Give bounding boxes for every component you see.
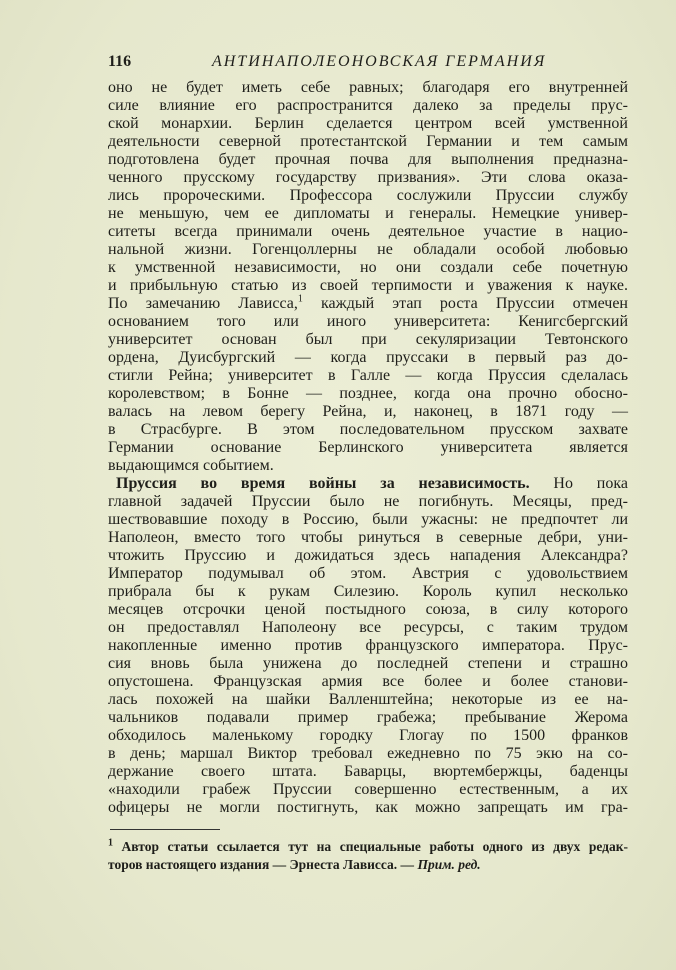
text-span: к умственной независимости, но они создали себе почетную — [108, 259, 628, 276]
text-line — [108, 259, 628, 277]
text-span: держание своего штата. Баварцы, вюртембержцы, баденцы — [108, 763, 628, 780]
text-span: и прибыльную статью из своей терпимости и уважения к науке. — [108, 277, 628, 294]
footnote-attribution: Прим. ред. — [417, 857, 481, 872]
section-heading: Пруссия во время войны за независимость. — [116, 475, 530, 492]
text-span: деятельности северной протестантской Германии и тем самым — [108, 133, 628, 150]
footnote-reference: 1 — [297, 293, 303, 305]
text-span: в Страсбурге. В этом последовательном прусском захвате — [108, 421, 628, 438]
text-line — [108, 673, 628, 691]
text-line — [108, 277, 628, 295]
text-span: силе влияние его распространится далеко за пределы прус- — [108, 97, 628, 114]
text-span: ченного прусскому государству призвания». Эти слова оказа- — [108, 169, 628, 186]
text-line — [108, 349, 628, 367]
text-span: Германии основание Берлинского университета является — [108, 439, 628, 456]
text-line — [108, 547, 628, 565]
text-line — [108, 367, 628, 385]
text-line — [108, 781, 628, 799]
text-span: нальной жизни. Гогенцоллерны не обладали особой любовью — [108, 241, 628, 258]
text-span: сия вновь была унижена до последней степени и страшно — [108, 655, 628, 672]
text-line — [108, 421, 628, 439]
text-span: Наполеон, вместо того чтобы ринуться в северные дебри, уни- — [108, 529, 628, 546]
text-span: университет основан был при секуляризации Тевтонского — [108, 331, 628, 348]
text-line — [108, 799, 628, 817]
text-span: чальников подавали пример грабежа; пребывание Жерома — [108, 709, 628, 726]
running-title: АНТИНАПОЛЕОНОВСКАЯ ГЕРМАНИЯ — [212, 53, 547, 70]
text-line — [108, 79, 628, 97]
text-span: ордена, Дуисбургский — когда пруссаки в первый раз до- — [108, 349, 628, 366]
text-line — [108, 727, 628, 745]
text-line — [108, 223, 628, 241]
text-line — [108, 115, 628, 133]
text-line — [108, 439, 628, 457]
footnote — [108, 838, 628, 874]
footnote-divider — [110, 829, 220, 830]
text-span: он предоставлял Наполеону все ресурсы, с таким трудом — [108, 619, 628, 636]
text-span: чтожить Пруссию и дожидаться здесь нападения Александра? — [108, 547, 628, 564]
text-line — [108, 295, 628, 313]
text-line — [108, 637, 628, 655]
text-span: не меньшую, чем ее дипломаты и генералы. Немецкие универ- — [108, 205, 628, 222]
text-line — [108, 151, 628, 169]
text-span: По замечанию Лависса, — [108, 295, 298, 312]
text-span: валась на левом берегу Рейна, и, наконец, в 1871 году — — [108, 403, 628, 420]
text-line — [108, 709, 628, 727]
text-span: лась похожей на шайки Валленштейна; некоторые из ее на- — [108, 691, 628, 708]
text-span: прибрала бы к рукам Силезию. Король купил несколько — [108, 583, 628, 600]
text-span: накопленные именно против французского императора. Прус- — [108, 637, 628, 654]
text-line — [108, 331, 628, 349]
text-line — [108, 745, 628, 763]
text-span: Император подумывал об этом. Австрия с удовольствием — [108, 565, 628, 582]
text-line — [108, 241, 628, 259]
text-span: офицеры не могли постигнуть, как можно запрещать им гра- — [108, 799, 628, 816]
footnote-marker: 1 — [108, 837, 113, 849]
text-line — [108, 169, 628, 187]
text-span: ской монархии. Берлин сделается центром всей умственной — [108, 115, 628, 132]
text-line — [108, 313, 628, 331]
text-span: главной задачей Пруссии было не погибнуть. Месяцы, пред- — [108, 493, 628, 510]
text-span: основанием того или иного университета: Кенигсбергский — [108, 313, 628, 330]
text-span: месяцев отсрочки ценой постыдного союза, в силу которого — [108, 601, 628, 618]
text-span: ситеты всегда принимали очень деятельное участие в нацио- — [108, 223, 628, 240]
text-line — [108, 763, 628, 781]
text-span: обходилось маленькому городку Глогау по 1500 франков — [108, 727, 628, 744]
page-body — [108, 79, 628, 817]
text-line — [108, 475, 628, 493]
text-line — [108, 691, 628, 709]
text-span: лись пророческими. Профессора сослужили Пруссии службу — [108, 187, 628, 204]
text-span: стигли Рейна; университет в Галле — когда Пруссия сделалась — [108, 367, 628, 384]
text-line — [108, 583, 628, 601]
footnote-text: торов настоящего издания — Эрнеста Лависса. — — [108, 857, 418, 872]
text-span: опустошена. Французская армия все более и более станови- — [108, 673, 628, 690]
text-line — [108, 205, 628, 223]
text-span: «находили грабеж Пруссии совершенно естественным, а их — [108, 781, 628, 798]
text-span: каждый этап роста Пруссии отмечен — [302, 295, 628, 312]
text-line — [108, 493, 628, 511]
text-line — [108, 403, 628, 421]
text-span: шествовавшие походу в Россию, были ужасны: не предпочтет ли — [108, 511, 628, 528]
footnote-line — [108, 838, 628, 856]
text-line — [108, 97, 628, 115]
text-span: в день; маршал Виктор требовал ежедневно по 75 экю на со- — [108, 745, 628, 762]
text-line — [108, 655, 628, 673]
text-line — [108, 529, 628, 547]
text-span: королевством; в Бонне — позднее, когда она прочно обосно- — [108, 385, 628, 402]
text-span: оно не будет иметь себе равных; благодаря его внутренней — [108, 79, 628, 96]
page-number: 116 — [108, 53, 132, 70]
page-header — [108, 52, 628, 72]
text-line — [108, 619, 628, 637]
text-line — [108, 133, 628, 151]
text-line — [108, 565, 628, 583]
text-span: Но пока — [529, 475, 629, 492]
text-line — [108, 385, 628, 403]
footnote-line — [108, 856, 628, 874]
text-line — [108, 187, 628, 205]
text-span: выдающимся событием. — [108, 457, 274, 474]
text-line — [108, 601, 628, 619]
text-span: подготовлена будет прочная почва для выполнения предназна- — [108, 151, 628, 168]
footnote-text: Автор статьи ссылается тут на специальные работы одного из двух редак- — [121, 839, 629, 854]
text-line — [108, 511, 628, 529]
text-line — [108, 457, 628, 475]
